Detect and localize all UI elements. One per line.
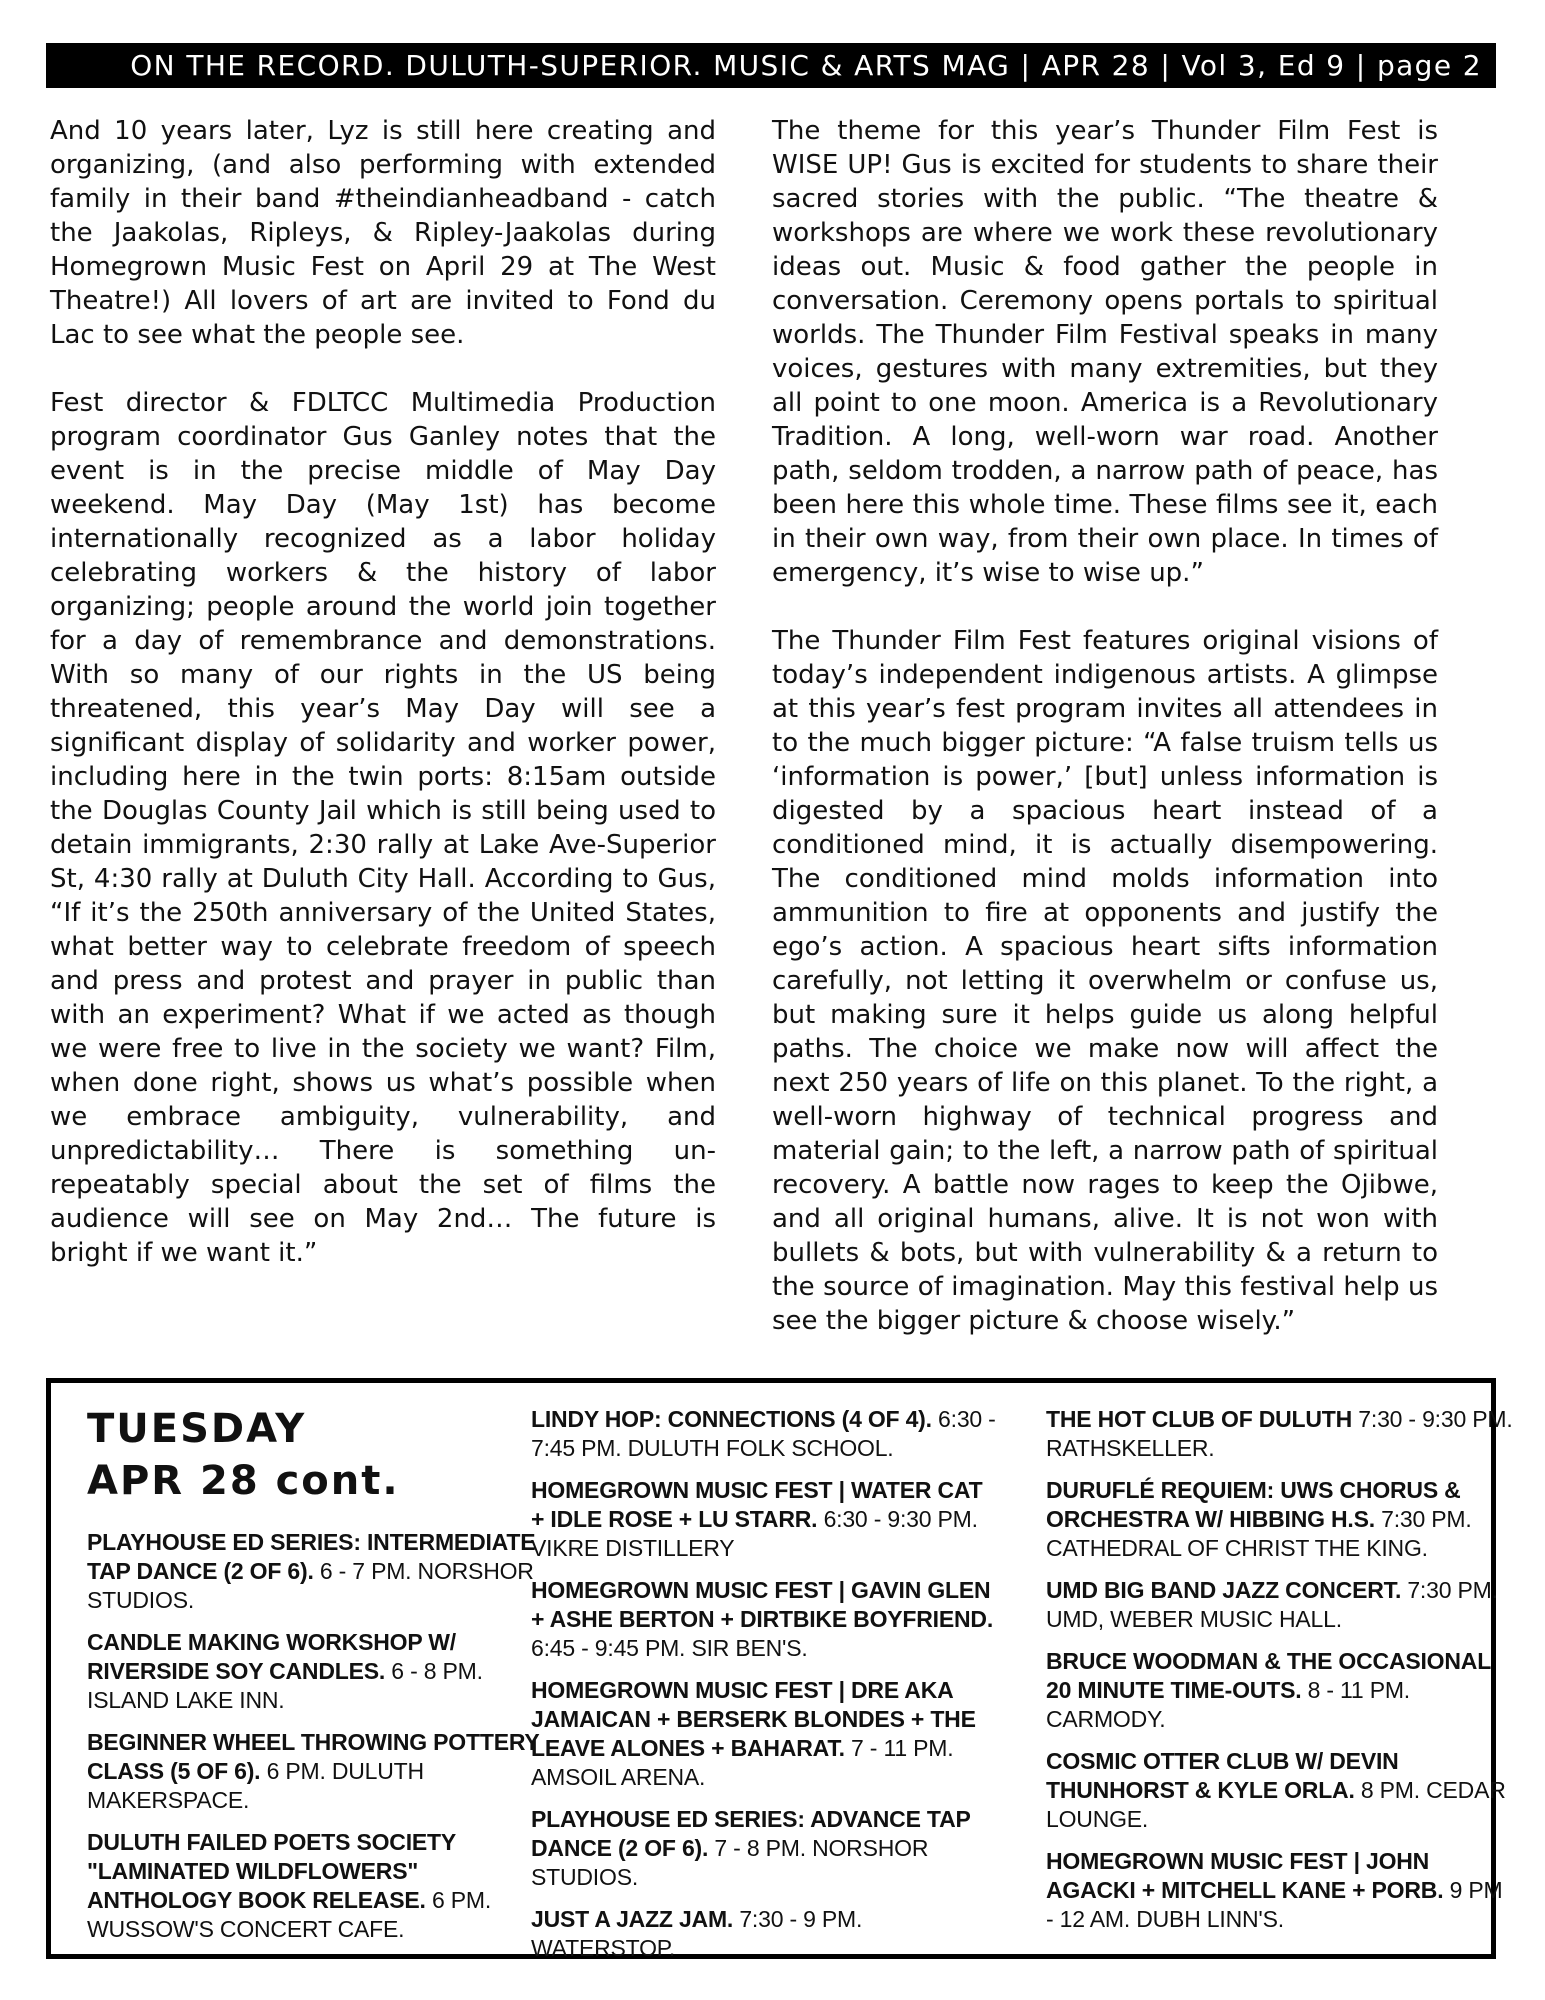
event-details: 6 - 7 PM. NORSHOR STUDIOS. — [87, 1558, 534, 1613]
day-heading — [87, 1403, 400, 1507]
event-details: 8 - 11 PM. CARMODY. — [1046, 1677, 1410, 1732]
event-item — [1046, 1576, 1516, 1634]
event-details: 6 - 8 PM. ISLAND LAKE INN. — [87, 1658, 483, 1713]
event-listings-box — [46, 1378, 1513, 1961]
event-item — [531, 1905, 1001, 1963]
event-details: 6:30 - 7:45 PM. DULUTH FOLK SCHOOL. — [531, 1406, 996, 1461]
event-item — [531, 1405, 1001, 1463]
event-item — [531, 1676, 1001, 1792]
event-details: 7:30 - 9:30 PM. RATHSKELLER. — [1046, 1406, 1513, 1461]
event-title: JUST A JAZZ JAM. — [531, 1906, 734, 1932]
article-paragraph: And 10 years later, Lyz is still here creating and organizing, (and also performing with extended family in their band #theindianheadband - catch the Jaakolas, Ripleys, & Ripley-Jaakolas during Homegrown Music Fest on April 29 at The West Theatre!) All lovers of art are invited to Fond du Lac to see what the people see. — [50, 116, 716, 350]
article-right-column — [772, 114, 1438, 1372]
event-title: HOMEGROWN MUSIC FEST | JOHN AGACKI + MITCHELL KANE + PORB. — [1046, 1848, 1444, 1903]
event-item — [87, 1628, 557, 1715]
article-paragraph: Fest director & FDLTCC Multimedia Production program coordinator Gus Ganley notes that the event is in the precise middle of May Day weekend. May Day (May 1st) has become internationally recognized as a labor holiday celebrating workers & the history of labor organizing; people around the world join together for a day of remembrance and demonstrations. With so many of our rights in the US being threatened, this year’s May Day will see a significant display of solidarity and worker power, including here in the twin ports: 8:15am outside the Douglas County Jail which is still being used to detain immigrants, 2:30 rally at Lake Ave-Superior St, 4:30 rally at Duluth City Hall. According to Gus, “If it’s the 250th anniversary of the United States, what better way to celebrate freedom of speech and press and protest and prayer in public than with an experiment? What if we acted as though we were free to live in the society we want? Film, when done right, shows us what’s possible when we embrace ambiguity, vulnerability, and unpredictability… There is something un-repeatably special about the set of films the audience will see on May 2nd… The future is bright if we want it.” — [50, 388, 716, 1268]
event-details: 6 PM. WUSSOW'S CONCERT CAFE. — [87, 1887, 492, 1942]
event-item — [1046, 1747, 1516, 1834]
event-item — [1046, 1405, 1516, 1463]
event-title: DURUFLÉ REQUIEM: UWS CHORUS & ORCHESTRA W/ HIBBING H.S. — [1046, 1477, 1461, 1532]
event-title: COSMIC OTTER CLUB W/ DEVIN THUNHORST & KYLE ORLA. — [1046, 1748, 1399, 1803]
event-item — [531, 1576, 1001, 1663]
page-header-text: ON THE RECORD. DULUTH-SUPERIOR. MUSIC & ARTS MAG | APR 28 | Vol 3, Ed 9 | page 2 — [130, 49, 1482, 82]
event-details: 9 PM - 12 AM. DUBH LINN'S. — [1046, 1877, 1503, 1932]
event-item — [1046, 1476, 1516, 1563]
article-paragraph: The Thunder Film Fest features original visions of today’s independent indigenous artists. A glimpse at this year’s fest program invites all attendees in to the much bigger picture: “A false truism tells us ‘information is power,’ [but] unless information is digested by a spacious heart instead of a conditioned mind, it is actually disempowering. The conditioned mind molds information into ammunition to fire at opponents and justify the ego’s action. A spacious heart sifts information carefully, not letting it overwhelm or confuse us, but making sure it helps guide us along helpful paths. The choice we make now will affect the next 250 years of life on this planet. To the right, a well-worn highway of technical progress and material gain; to the left, a narrow path of spiritual recovery. A battle now rages to keep the Ojibwe, and all original humans, alive. It is not won with bullets & bots, but with vulnerability & a return to the source of imagination. May this festival help us see the bigger picture & choose wisely.” — [772, 626, 1438, 1336]
event-details: 8 PM. CEDAR LOUNGE. — [1046, 1777, 1506, 1832]
day-heading-weekday: TUESDAY — [87, 1406, 307, 1452]
event-title: HOMEGROWN MUSIC FEST | DRE AKA JAMAICAN + BERSERK BLONDES + THE LEAVE ALONES + BAHARAT. — [531, 1677, 976, 1761]
event-details: 7 - 8 PM. NORSHOR STUDIOS. — [531, 1835, 929, 1890]
event-title: LINDY HOP: CONNECTIONS (4 OF 4). — [531, 1406, 932, 1432]
event-details: 7:30 PM. UMD, WEBER MUSIC HALL. — [1046, 1577, 1498, 1632]
event-item — [531, 1805, 1001, 1892]
event-details: 7:30 - 9 PM. WATERSTOP. — [531, 1906, 863, 1961]
event-title: PLAYHOUSE ED SERIES: ADVANCE TAP DANCE (2 OF 6). — [531, 1806, 971, 1861]
event-item — [1046, 1647, 1516, 1734]
event-details: 6:45 - 9:45 PM. SIR BEN'S. — [531, 1635, 808, 1661]
event-title: CANDLE MAKING WORKSHOP W/ RIVERSIDE SOY CANDLES. — [87, 1629, 456, 1684]
event-title: HOMEGROWN MUSIC FEST | GAVIN GLEN + ASHE BERTON + DIRTBIKE BOYFRIEND. — [531, 1577, 994, 1632]
event-details: 6 PM. DULUTH MAKERSPACE. — [87, 1758, 424, 1813]
event-details: 7:30 PM. CATHEDRAL OF CHRIST THE KING. — [1046, 1506, 1472, 1561]
event-title: UMD BIG BAND JAZZ CONCERT. — [1046, 1577, 1402, 1603]
event-title: PLAYHOUSE ED SERIES: INTERMEDIATE TAP DANCE (2 OF 6). — [87, 1529, 536, 1584]
events-column-3 — [1046, 1405, 1516, 1947]
event-title: THE HOT CLUB OF DULUTH — [1046, 1406, 1353, 1432]
event-title: HOMEGROWN MUSIC FEST | WATER CAT + IDLE ROSE + LU STARR. — [531, 1477, 983, 1532]
article-paragraph: The theme for this year’s Thunder Film Fest is WISE UP! Gus is excited for students to share their sacred stories with the public. “The theatre & workshops are where we work these revolutionary ideas out. Music & food gather the people in conversation. Ceremony opens portals to spiritual worlds. The Thunder Film Festival speaks in many voices, gestures with many extremities, but they all point to one moon. America is a Revolutionary Tradition. A long, well-worn war road. Another path, seldom trodden, a narrow path of peace, has been here this whole time. These films see it, each in their own way, from their own place. In times of emergency, it’s wise to wise up.” — [772, 116, 1438, 588]
event-item — [87, 1828, 557, 1944]
event-item — [531, 1476, 1001, 1563]
events-column-1 — [87, 1528, 557, 1957]
event-details: 6:30 - 9:30 PM. VIKRE DISTILLERY — [531, 1506, 978, 1561]
page-header-bar — [46, 43, 1496, 88]
events-column-2 — [531, 1405, 1001, 1976]
article-left-column — [50, 114, 716, 1304]
event-title: DULUTH FAILED POETS SOCIETY "LAMINATED WILDFLOWERS" ANTHOLOGY BOOK RELEASE. — [87, 1829, 456, 1913]
event-item — [87, 1728, 557, 1815]
event-item — [1046, 1847, 1516, 1934]
day-heading-date: APR 28 cont. — [87, 1458, 400, 1504]
event-details: 7 - 11 PM. AMSOIL ARENA. — [531, 1735, 954, 1790]
event-item — [87, 1528, 557, 1615]
event-title: BRUCE WOODMAN & THE OCCASIONAL 20 MINUTE TIME-OUTS. — [1046, 1648, 1491, 1703]
event-title: BEGINNER WHEEL THROWING POTTERY CLASS (5 OF 6). — [87, 1729, 540, 1784]
